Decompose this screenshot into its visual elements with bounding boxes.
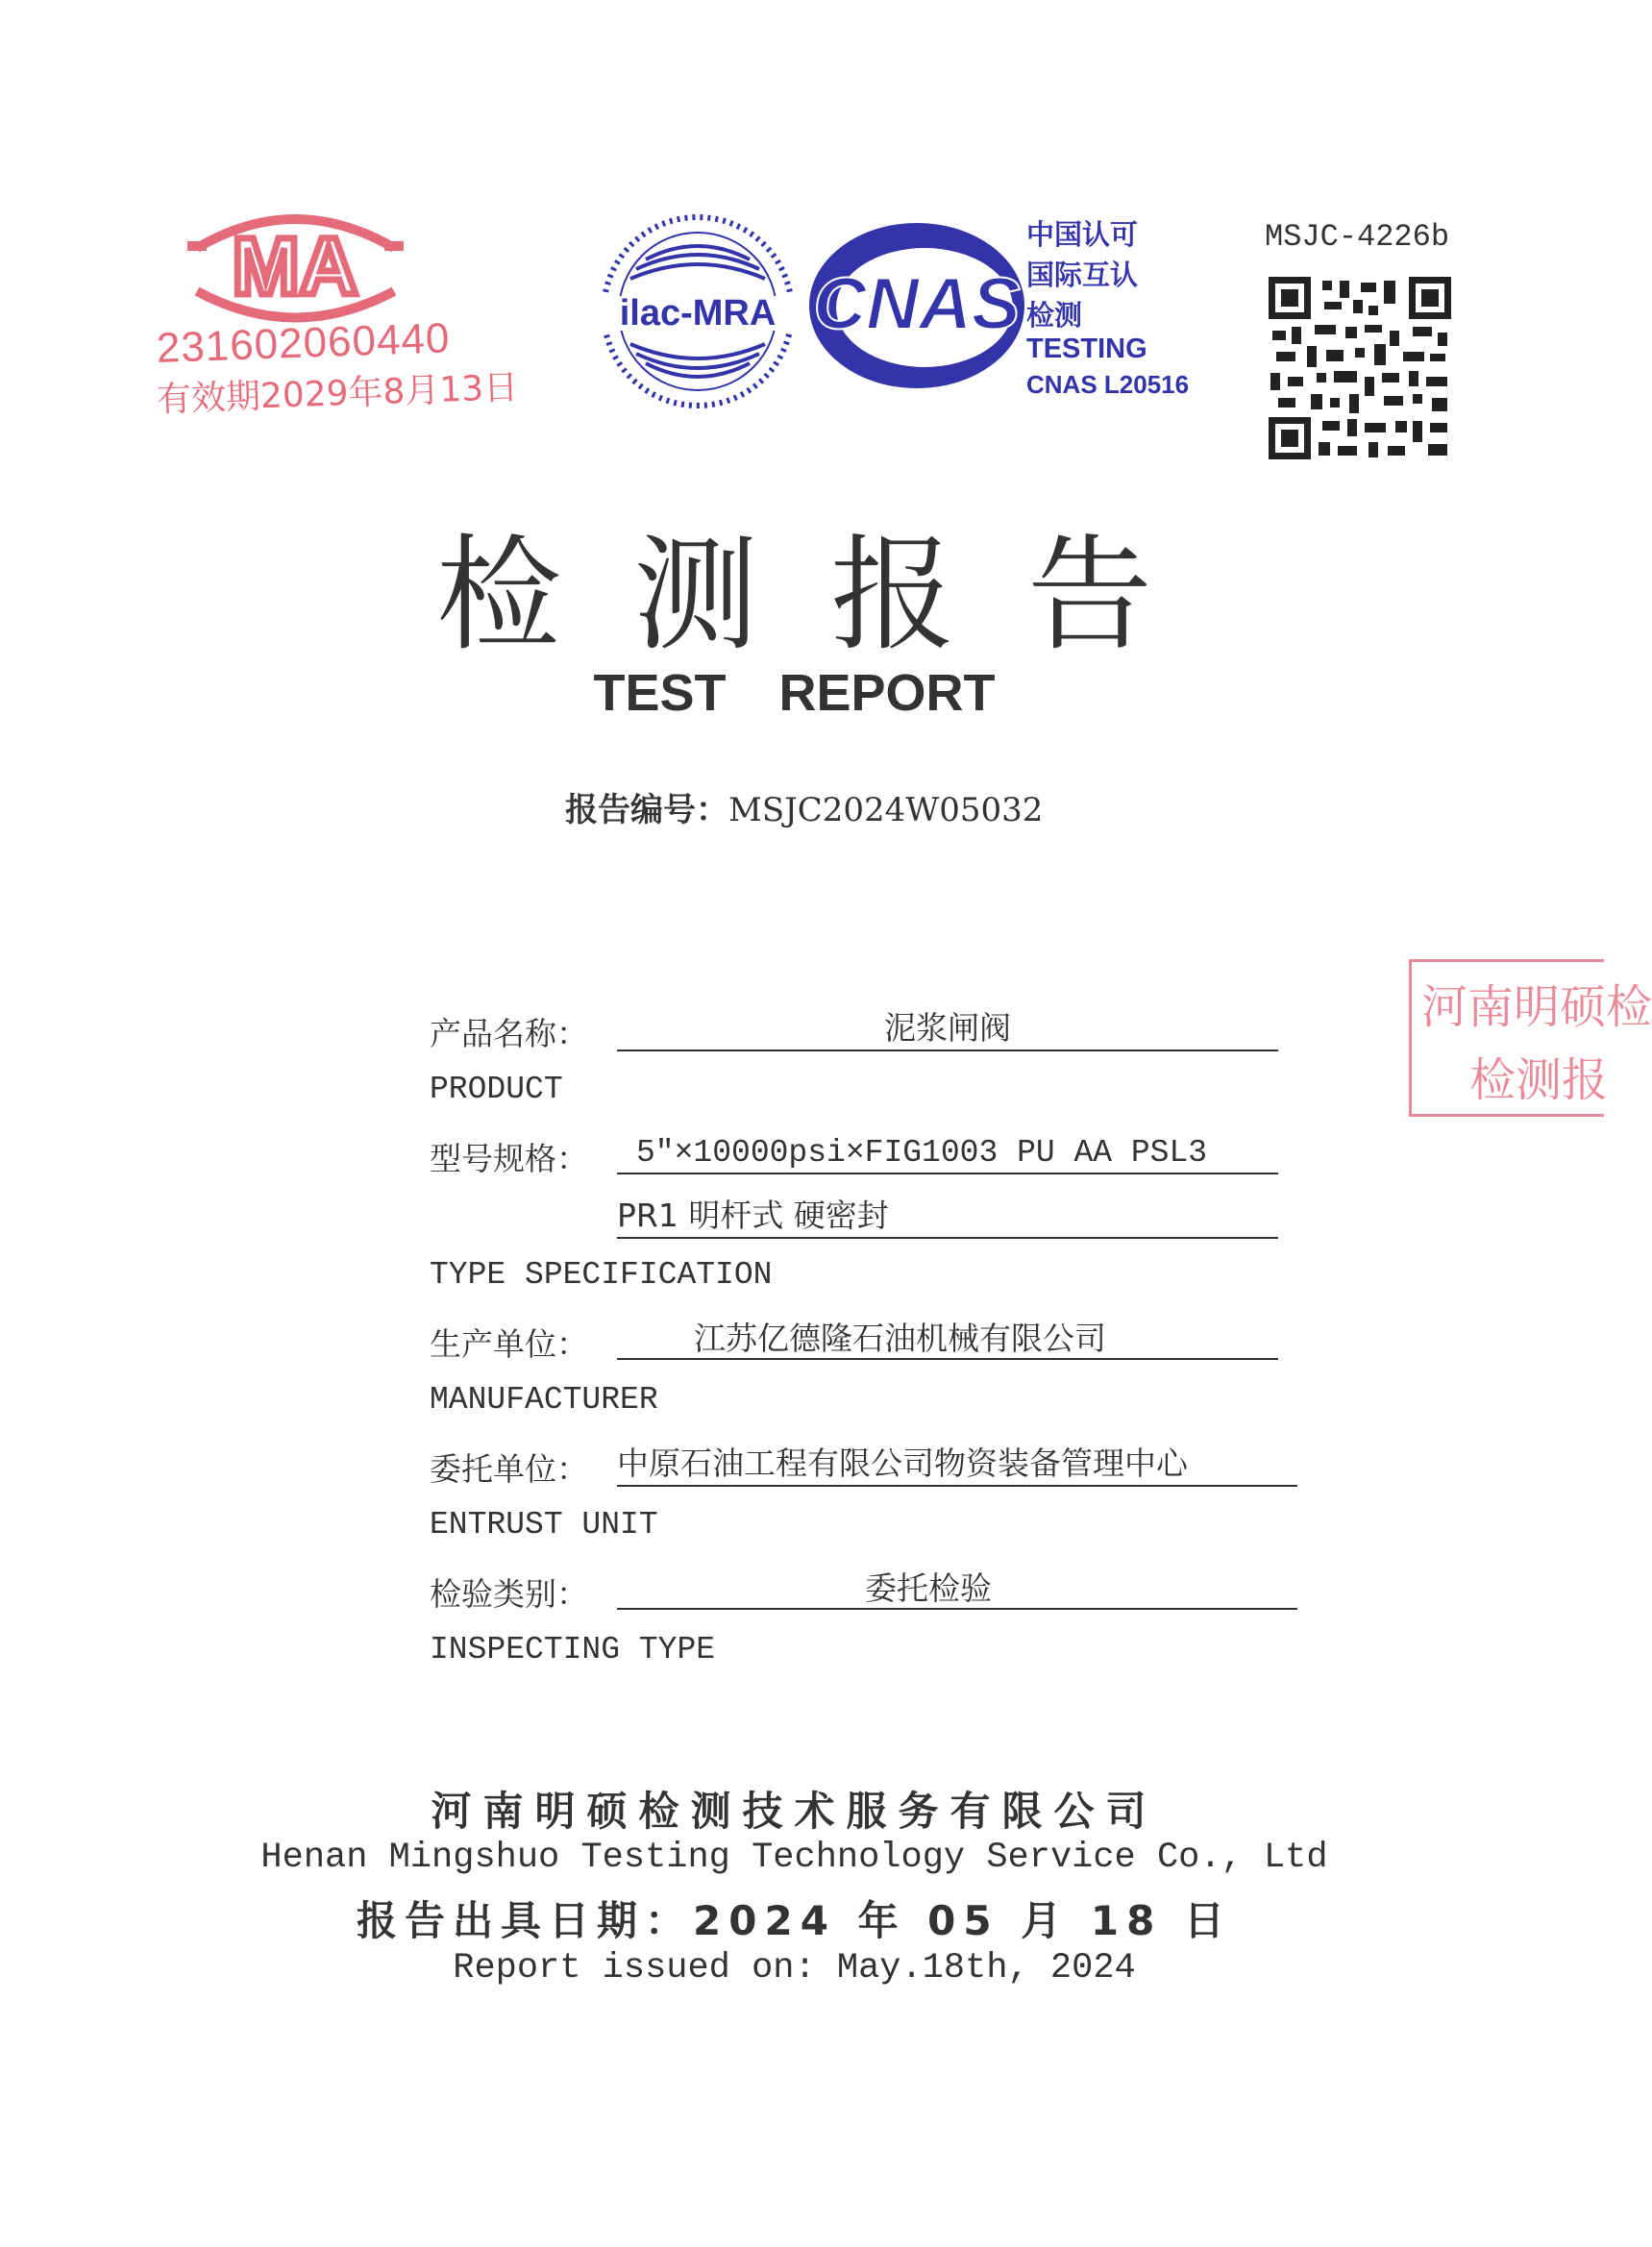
qr-code-icon <box>1269 277 1451 459</box>
cnas-line-5: CNAS L20516 <box>1026 370 1190 399</box>
entrust-unit-value: 中原石油工程有限公司物资装备管理中心 <box>617 1443 1297 1487</box>
company-name-en: Henan Mingshuo Testing Technology Service Co., Ltd <box>260 1838 1328 1878</box>
title-en: TEST REPORT <box>593 664 996 722</box>
inspecting-type-label-en: INSPECTING TYPE <box>430 1632 716 1667</box>
title-cn: 检测报告 <box>435 522 1224 668</box>
seal-line-1: 河南明硕检 <box>1421 980 1652 1034</box>
cma-validity: 有效期2029年8月13日 <box>156 367 519 420</box>
report-number-value: MSJC2024W05032 <box>728 791 1044 829</box>
cma-logo-text: MA <box>232 221 358 311</box>
issue-date-cn: 报告出具日期：2024 年 05 月 18 日 <box>357 1897 1232 1944</box>
report-number <box>565 783 1043 830</box>
company-seal-stamp <box>1409 959 1652 1117</box>
company-name-cn: 河南明硕检测技术服务有限公司 <box>431 1788 1158 1835</box>
product-value: 泥浆闸阀 <box>617 1007 1278 1051</box>
cnas-line-1: 中国认可 <box>1026 220 1139 251</box>
type-spec-label: 型号规格： <box>430 1140 588 1177</box>
cma-number: 231602060440 <box>156 314 452 372</box>
product-label-en: PRODUCT <box>430 1072 563 1107</box>
seal-line-2: 检测报 <box>1469 1053 1609 1107</box>
cma-stamp-logo <box>168 200 423 334</box>
entrust-unit-label: 委托单位： <box>430 1450 588 1488</box>
cnas-line-4: TESTING <box>1026 333 1147 364</box>
report-number-label: 报告编号： <box>565 791 728 829</box>
inspecting-type-label: 检验类别： <box>430 1575 588 1613</box>
document-code: MSJC-4226b <box>1265 219 1450 255</box>
cnas-logo <box>805 219 1028 392</box>
cnas-line-2: 国际互认 <box>1026 260 1139 291</box>
manufacturer-label: 生产单位： <box>430 1325 588 1363</box>
ilac-text: ilac-MRA <box>619 293 777 333</box>
manufacturer-value: 江苏亿德隆石油机械有限公司 <box>617 1318 1278 1360</box>
cnas-logo-text: CNAS <box>813 263 1021 345</box>
type-spec-value-line2: PR1 明杆式 硬密封 <box>617 1195 1278 1239</box>
manufacturer-label-en: MANUFACTURER <box>430 1382 658 1418</box>
cnas-line-3: 检测 <box>1026 301 1083 332</box>
ilac-mra-logo <box>598 211 798 411</box>
type-spec-label-en: TYPE SPECIFICATION <box>430 1257 773 1293</box>
issue-date-en: Report issued on: May.18th, 2024 <box>453 1948 1136 1988</box>
inspecting-type-value: 委托检验 <box>617 1568 1297 1610</box>
type-spec-value-line1: 5″×10000psi×FIG1003 PU AA PSL3 <box>617 1132 1278 1174</box>
product-label: 产品名称： <box>430 1015 588 1052</box>
entrust-unit-label-en: ENTRUST UNIT <box>430 1507 658 1543</box>
